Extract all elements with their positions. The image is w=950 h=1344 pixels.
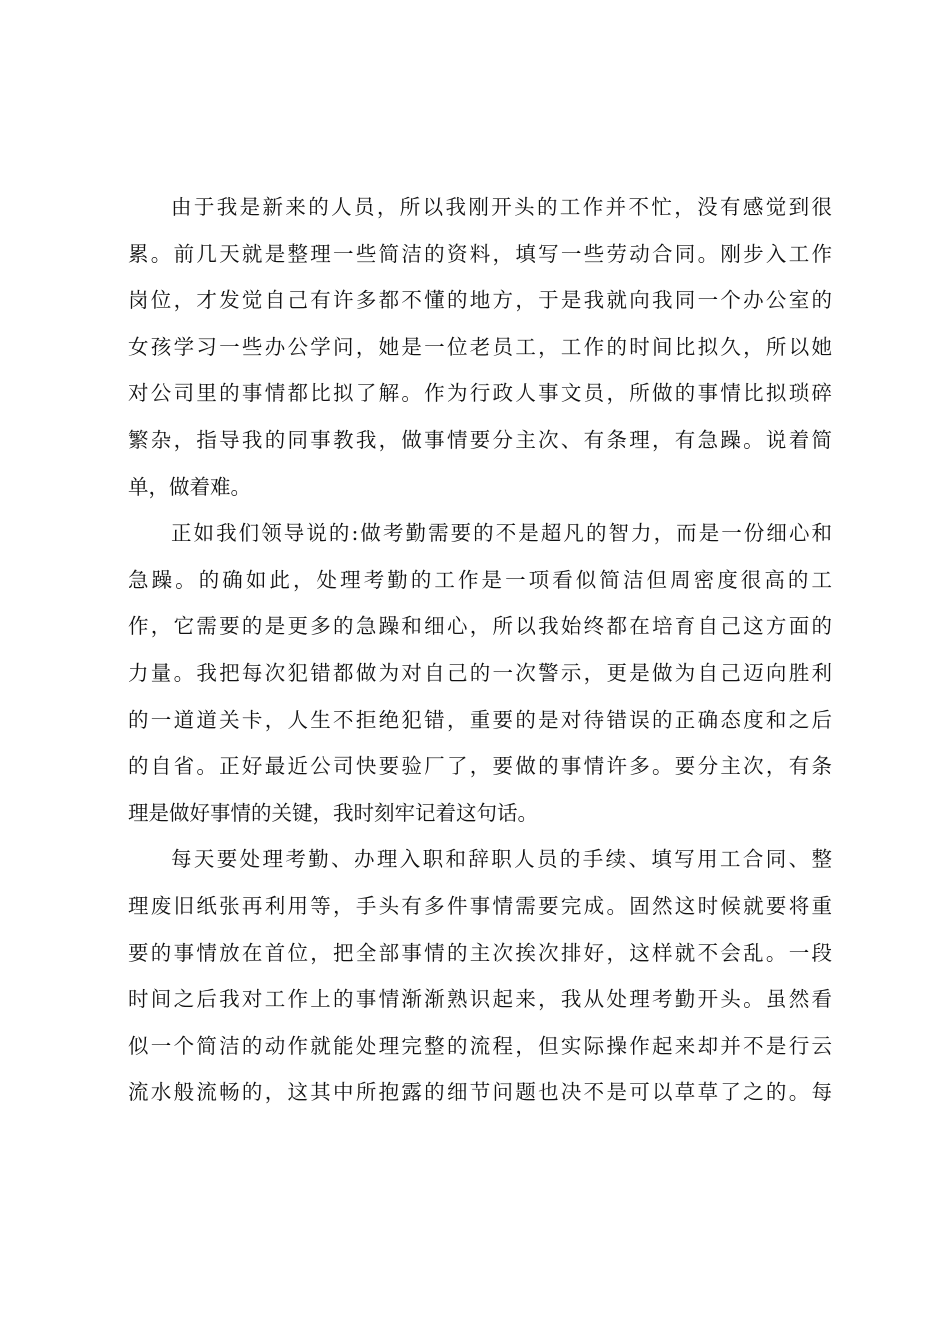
paragraph-line: 单，做着难。: [128, 474, 251, 499]
paragraph-1: [128, 184, 832, 510]
paragraph-line: 理废旧纸张再利用等，手头有多件事情需要完成。固然这时候就要将重: [128, 893, 832, 918]
paragraph-line: 要的事情放在首位，把全部事情的主次挨次排好，这样就不会乱。一段: [128, 940, 832, 965]
paragraph-line: 女孩学习一些办公学问，她是一位老员工，工作的时间比拟久，所以她: [128, 334, 832, 359]
paragraph-line: 繁杂，指导我的同事教我，做事情要分主次、有条理，有急躁。说着简: [128, 427, 832, 452]
paragraph-line: 理是做好事情的关键，我时刻牢记着这句话。: [128, 800, 538, 825]
paragraph-line: 流水般流畅的，这其中所抱露的细节问题也决不是可以草草了之的。每: [128, 1080, 832, 1105]
paragraph-line: 作，它需要的是更多的急躁和细心，所以我始终都在培育自己这方面的: [128, 614, 832, 639]
paragraph-line: 力量。我把每次犯错都做为对自己的一次警示，更是做为自己迈向胜利: [128, 660, 832, 685]
paragraph-2: [128, 510, 832, 836]
paragraph-line: 的自省。正好最近公司快要验厂了，要做的事情许多。要分主次，有条: [128, 754, 832, 779]
paragraph-line: 对公司里的事情都比拟了解。作为行政人事文员，所做的事情比拟琐碎: [128, 381, 832, 406]
document-body: [128, 184, 832, 1116]
paragraph-line: 每天要处理考勤、办理入职和辞职人员的手续、填写用工合同、整: [171, 847, 832, 872]
paragraph-line: 似一个简洁的动作就能处理完整的流程，但实际操作起来却并不是行云: [128, 1033, 832, 1058]
paragraph-line: 时间之后我对工作上的事情渐渐熟识起来，我从处理考勤开头。虽然看: [128, 987, 832, 1012]
paragraph-line: 由于我是新来的人员，所以我刚开头的工作并不忙，没有感觉到很: [171, 195, 832, 219]
paragraph-line: 的一道道关卡，人生不拒绝犯错，重要的是对待错误的正确态度和之后: [128, 707, 832, 732]
paragraph-line: 急躁。的确如此，处理考勤的工作是一项看似简洁但周密度很高的工: [128, 567, 832, 592]
paragraph-line: 正如我们领导说的:做考勤需要的不是超凡的智力，而是一份细心和: [171, 521, 832, 546]
paragraph-line: 岗位，才发觉自己有许多都不懂的地方，于是我就向我同一个办公室的: [128, 288, 832, 313]
paragraph-3: [128, 836, 832, 1116]
paragraph-line: 累。前几天就是整理一些简洁的资料，填写一些劳动合同。刚步入工作: [128, 241, 832, 266]
